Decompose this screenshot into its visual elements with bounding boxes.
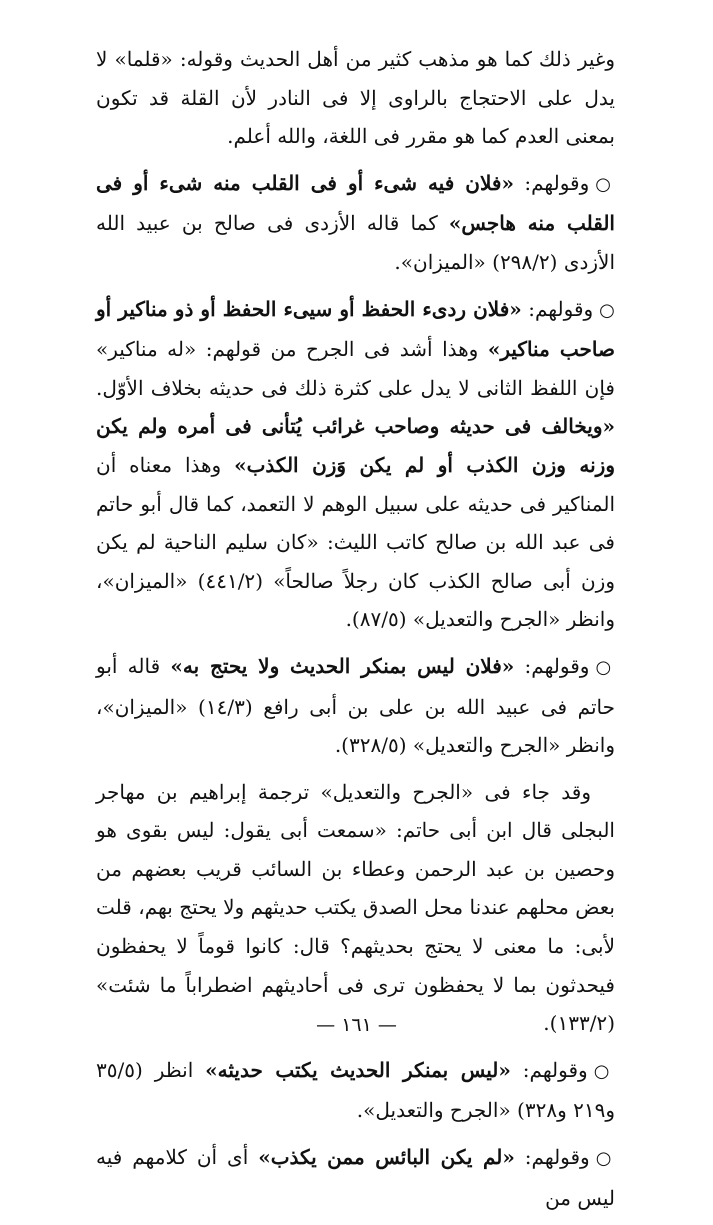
term-entry bbox=[96, 1051, 615, 1130]
text-run: وقولهم: bbox=[514, 653, 590, 678]
paragraph bbox=[96, 40, 615, 156]
circle-bullet-icon: ○ bbox=[595, 656, 615, 678]
term-entry bbox=[96, 290, 615, 639]
text-run: وقولهم: bbox=[514, 1145, 590, 1170]
term-entry bbox=[96, 164, 615, 282]
text-run: قاله أبو حاتم فى عبيد الله بن على بن أبى رافع (١٤/٣) «الميزان»، وانظر «الجرح والتعديل» (٣٢٨/٥). bbox=[96, 653, 615, 758]
term-quote: «ويخالف فى حديثه وصاحب غرائب يُتأنى فى أمره ولم يكن وزنه وزن الكذب أو لم يكن وَزن الكذب» bbox=[96, 414, 615, 477]
text-run: وقولهم: bbox=[513, 170, 590, 195]
text-run: انظر (٣٥/٥ و٢١٩ و٣٢٨) «الجرح والتعديل». bbox=[96, 1057, 615, 1123]
circle-bullet-icon: ○ bbox=[595, 173, 615, 195]
paragraph bbox=[96, 773, 615, 1043]
term-entry bbox=[96, 1138, 615, 1217]
term-quote: «ليس بمنكر الحديث يكتب حديثه» bbox=[205, 1057, 511, 1082]
text-run: وغير ذلك كما هو مذهب كثير من أهل الحديث وقوله: «قلما» لا يدل على الاحتجاج بالراوى إلا فى النادر لأن القلة قد تكون بمعنى العدم كما هو مقرر فى اللغة، والله أعلم. bbox=[96, 47, 616, 149]
circle-bullet-icon: ○ bbox=[595, 1148, 615, 1170]
circle-bullet-icon: ○ bbox=[599, 299, 615, 321]
text-run: أى أن كلامهم فيه ليس من bbox=[96, 1145, 615, 1210]
term-quote: «فلان ليس بمنكر الحديث ولا يحتج به» bbox=[170, 653, 515, 678]
term-quote: «لم يكن البائس ممن يكذب» bbox=[258, 1145, 515, 1170]
term-quote: «فلان فيه شىء أو فى القلب منه شىء أو فى القلب منه هاجس» bbox=[96, 170, 615, 236]
text-run: كما قاله الأزدى فى صالح بن عبيد الله الأزدى (٢٩٨/٢) «الميزان». bbox=[96, 211, 615, 274]
page-number: — ١٦١ — bbox=[316, 1014, 397, 1036]
text-run: وهذا معناه أن المناكير فى حديثه على سبيل الوهم لا التعمد، كما قال أبو حاتم فى عبد الله بن صالح كاتب الليث: «كان سليم الناحية لم يكن وزن أبى صالح الكذب كان رجلاً صالحاً» (٤٤١/٢) «الميزان»، وانظر «الجرح والتعديل» (٨٧/٥). bbox=[96, 452, 615, 632]
text-run: وهذا أشد فى الجرح من قولهم: «له مناكير» فإن اللفظ الثانى لا يدل على كثرة ذلك فى حديثه بخلاف الأوّل. bbox=[96, 337, 615, 400]
term-entry bbox=[96, 647, 615, 765]
text-run: وقولهم: bbox=[510, 1057, 588, 1082]
text-run: وقد جاء فى «الجرح والتعديل» ترجمة إبراهيم بن مهاجر البجلى قال ابن أبى حاتم: «سمعت أبى يقول: ليس بقوى هو وحصين بن عبد الرحمن وعطاء بن السائب قريب بعضهم من بعض محلهم عندنا محل الصدق يكتب حديثهم ولا يحتج بهم، قلت لأبى: ما معنى لا يحتج بحديثهم؟ قال: كانوا قوماً لا يحفظون فيحدثون بما لا يحفظون ترى فى أحاديثهم اضطراباً ما شئت» (١٣٣/٢). bbox=[96, 779, 615, 1036]
term-quote: «فلان ردىء الحفظ أو سيىء الحفظ أو ذو مناكير أو صاحب مناكير» bbox=[96, 296, 615, 362]
circle-bullet-icon: ○ bbox=[593, 1060, 615, 1082]
body-text bbox=[96, 40, 615, 1225]
text-run: وقولهم: bbox=[521, 296, 594, 321]
